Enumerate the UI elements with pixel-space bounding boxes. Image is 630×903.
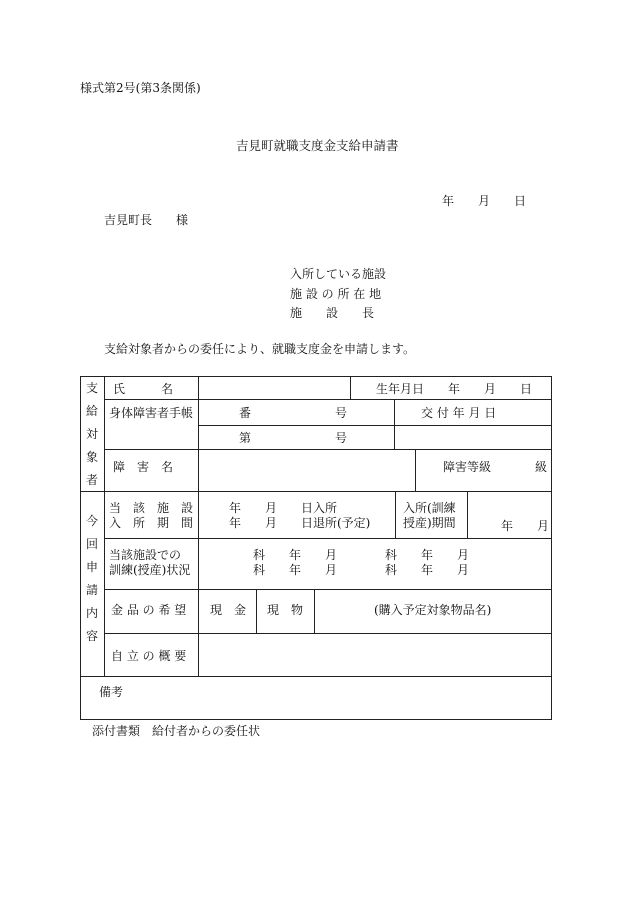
grade-label: 障害等級	[443, 460, 492, 474]
application-form-table	[80, 376, 552, 720]
column-divider	[467, 491, 468, 538]
training-period-value: 年 月	[501, 519, 550, 533]
column-divider	[104, 377, 105, 676]
name-label: 氏 名	[113, 382, 174, 396]
column-divider	[198, 377, 199, 676]
column-divider	[395, 491, 396, 538]
training-label-1: 入所(訓練	[403, 501, 456, 515]
facility-label: 入所している施設	[290, 267, 387, 281]
admission-date: 年 月 日入所	[229, 501, 338, 515]
section-divider	[81, 491, 551, 492]
row-divider	[104, 589, 551, 590]
period-label-2: 入 所 期 間	[109, 516, 194, 530]
row-divider	[104, 633, 551, 634]
goods-label: 金 品 の 希 望	[111, 603, 187, 617]
disability-label: 障 害 名	[113, 460, 174, 474]
column-divider	[415, 449, 416, 491]
training-label-2: 授産)期間	[403, 516, 456, 530]
discharge-date: 年 月 日退所(予定)	[229, 516, 371, 530]
remarks-divider	[81, 676, 551, 677]
handbook-label: 身体障害者手帳	[109, 406, 194, 420]
row-divider	[104, 538, 551, 539]
date-line: 年 月 日	[442, 194, 527, 208]
section-recipient-heading: 支 給 対 象 者	[85, 381, 98, 487]
section-application-heading: 今 回 申 請 内 容	[85, 514, 98, 643]
purchase-items-label: (購入予定対象物品名)	[374, 603, 492, 617]
application-statement: 支給対象者からの委任により、就職支度金を申請します。	[104, 342, 416, 356]
status-label-2: 訓練(授産)状況	[109, 563, 191, 577]
addressee: 吉見町長 様	[104, 213, 189, 227]
column-divider	[314, 589, 315, 633]
birth-date-label: 生年月日 年 月 日	[376, 382, 533, 396]
row-divider	[198, 425, 551, 426]
status-label-1: 当該施設での	[109, 548, 182, 562]
cash-label: 現 金	[210, 603, 247, 617]
facility-head-label: 施 設 長	[290, 306, 375, 320]
row-divider	[104, 449, 551, 450]
column-divider	[350, 377, 351, 399]
grade-suffix: 級	[535, 460, 548, 474]
period-label-1: 当 該 施 設	[109, 501, 194, 515]
issue-date-label: 交 付 年 月 日	[421, 406, 497, 420]
remarks-label: 備考	[99, 685, 124, 699]
document-title: 吉見町就職支度金支給申請書	[236, 138, 399, 153]
goods-item-label: 現 物	[267, 603, 304, 617]
attachments-note: 添付書類 給付者からの委任状	[92, 724, 261, 738]
handbook-dai-label: 第 号	[239, 431, 348, 445]
form-number: 様式第2号(第3条関係)	[80, 81, 201, 95]
column-divider	[394, 399, 395, 449]
status-row-2: 科 年 月 科 年 月	[253, 563, 470, 577]
independence-label: 自 立 の 概 要	[111, 649, 187, 663]
facility-address-label: 施 設 の 所 在 地	[290, 287, 382, 301]
handbook-number-label: 番 号	[239, 406, 348, 420]
status-row-1: 科 年 月 科 年 月	[253, 548, 470, 562]
column-divider	[256, 589, 257, 633]
row-divider	[104, 399, 551, 400]
